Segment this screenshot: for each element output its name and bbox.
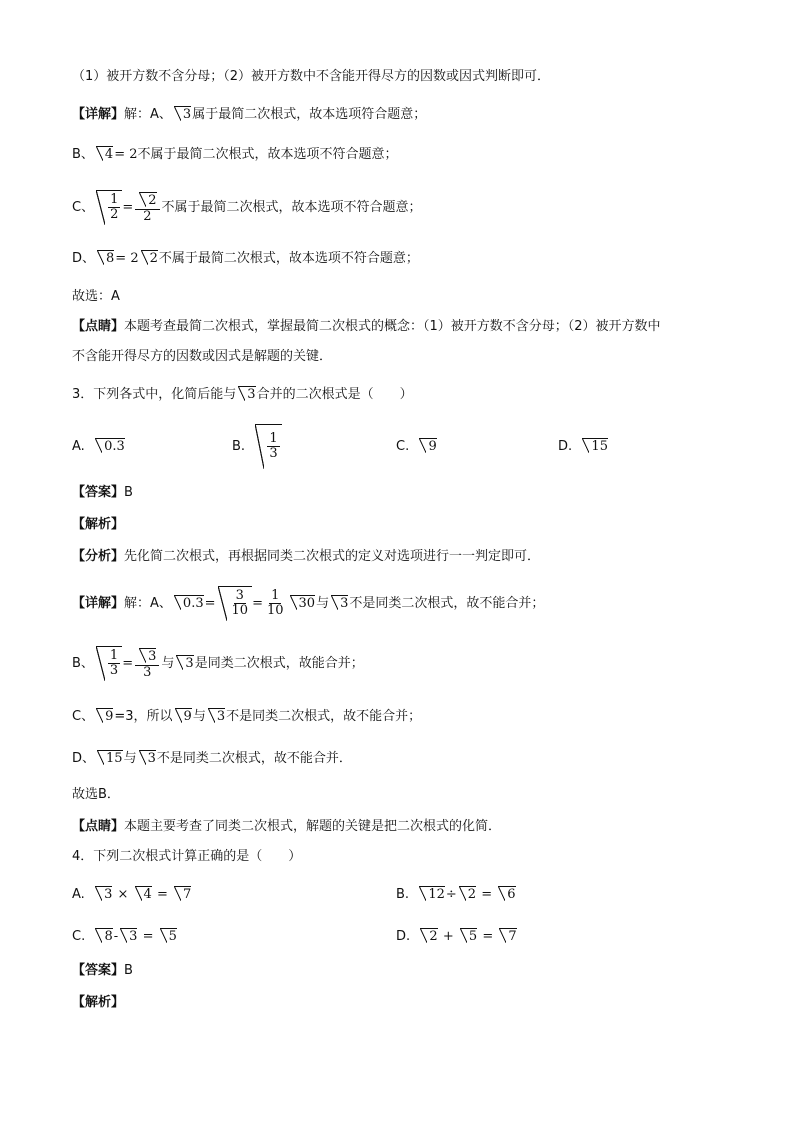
choice-line: 故选：A — [72, 289, 120, 304]
detail-a-prefix: 解：A、 — [124, 107, 172, 122]
question-3: 3．下列各式中，化简后能与 3合并的二次根式是（ ） — [72, 387, 413, 402]
q3-detail-a: 【详解】解：A、 0.3= $\frac{3}{10}$ = $\frac{1}{10}$ 30与 3不是同类二次根式，故不能合并； — [72, 586, 544, 621]
analysis-3-heading: 【解析】 — [72, 517, 125, 532]
detail-c-text: 不属于最简二次根式，故本选项不符合题意； — [161, 200, 422, 215]
q3-detail-c: C、 9=3，所以 9与 3不是同类二次根式，故不能合并； — [72, 709, 422, 724]
q4-option-d: D. 2 + 5 = 7 — [396, 929, 517, 944]
q3-choice: 故选B． — [72, 787, 120, 802]
q4-option-c: C. 8- 3 = 5 — [72, 929, 177, 944]
q4-option-b: B. 12÷ 2 = 6 — [396, 887, 516, 902]
q3-detail-d: D、 15与 3不是同类二次根式，故不能合并． — [72, 751, 352, 766]
eq-2: = 2 — [114, 147, 138, 162]
detail-b-prefix: B、 — [72, 147, 94, 162]
text-line-1: （1）被开方数不含分母；（2）被开方数中不含能开得尽方的因数或因式判断即可． — [72, 69, 551, 84]
detail-tag: 【详解】 — [72, 107, 125, 122]
q3-detail-b: B、 $\frac{1}{3}$ = $\frac{3}{3}$ 与 3是同类二次根式，故能合并； — [72, 648, 364, 680]
detail-a-text: 属于最简二次根式，故本选项符合题意； — [192, 107, 427, 122]
q3-option-b: B. $\frac{1}{3}$ — [232, 424, 282, 469]
analysis-4-heading: 【解析】 — [72, 995, 125, 1010]
comment-line-2: 不含能开得尽方的因数或因式是解题的关键． — [72, 349, 333, 364]
comment-line-1: 【点睛】本题考查最简二次根式，掌握最简二次根式的概念：（1）被开方数不含分母；（2）被开方数中 — [72, 319, 661, 334]
detail-line-b — [72, 146, 398, 164]
analysis-3-text: 【分析】先化简二次根式，再根据同类二次根式的定义对选项进行一一判定即可． — [72, 549, 541, 564]
q3-option-d: D. 15 — [558, 439, 608, 454]
sqrt-4: 4 — [96, 146, 113, 163]
detail-b-text: 不属于最简二次根式，故本选项不符合题意； — [137, 147, 398, 162]
detail-line-a — [72, 106, 426, 124]
detail-d-prefix: D、 — [72, 251, 96, 266]
q3-option-c: C. 9 — [396, 439, 437, 454]
detail-line-d: D、 8= 2 2不属于最简二次根式，故本选项不符合题意； — [72, 251, 419, 266]
q3-option-a: A. 0.3 — [72, 439, 125, 454]
detail-c-prefix: C、 — [72, 200, 95, 215]
sqrt-fraction: $\frac{1}{2}$ — [96, 190, 122, 225]
detail-d-text: 不属于最简二次根式，故本选项不符合题意； — [158, 251, 419, 266]
sqrt-3: 3 — [174, 106, 191, 123]
detail-line-c: C、 $\frac{1}{2}$ = $\frac{2}{2}$ 不属于最简二次根式，故本选项不符合题意； — [72, 192, 422, 224]
answer-3: 【答案】B — [72, 485, 133, 500]
comment-tag: 【点睛】 — [72, 319, 125, 334]
answer-4: 【答案】B — [72, 963, 133, 978]
q3-comment: 【点睛】本题主要考查了同类二次根式，解题的关键是把二次根式的化简． — [72, 819, 502, 834]
fraction-sqrt2-2: $\frac{2}{2}$ — [135, 192, 159, 224]
question-4: 4．下列二次根式计算正确的是（ ） — [72, 849, 302, 864]
sqrt-8: 8 — [97, 250, 114, 267]
q4-option-a: A. 3 × 4 = 7 — [72, 887, 192, 902]
